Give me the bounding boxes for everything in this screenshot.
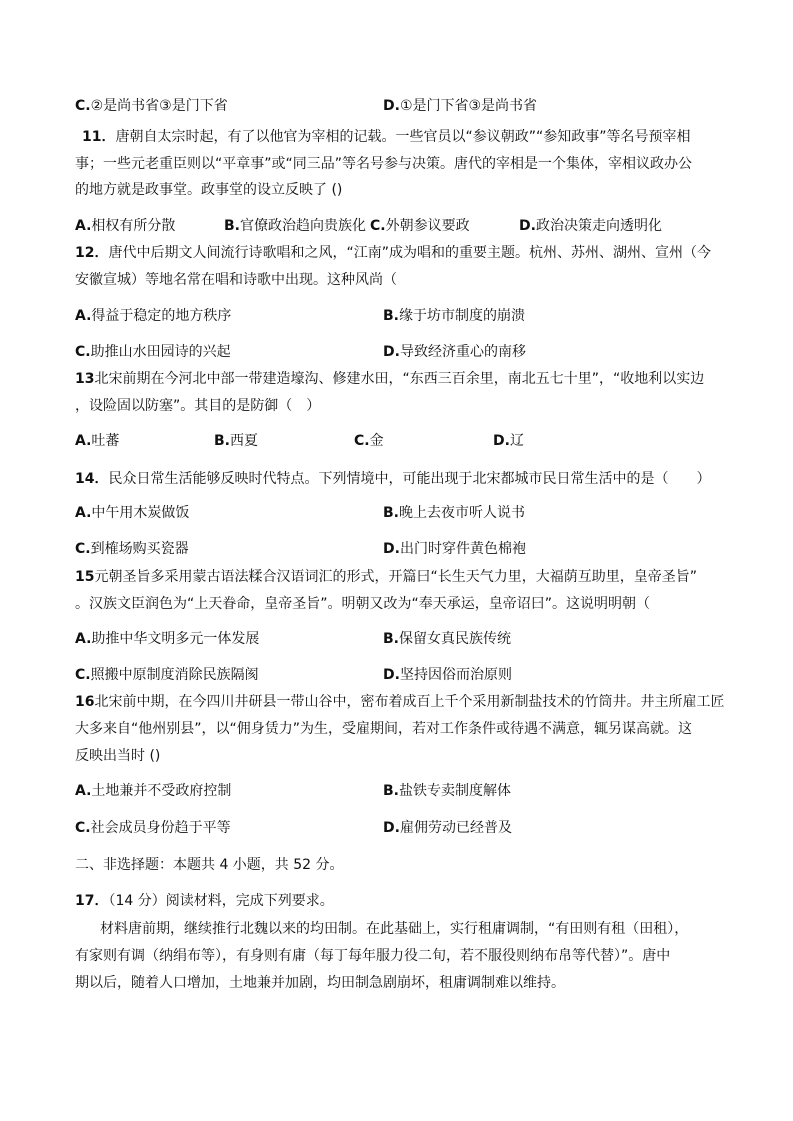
option-label: D. — [383, 98, 400, 114]
q15-option-b — [383, 630, 511, 648]
option-text: 吐蕃 — [91, 433, 120, 449]
option-text: 坚持因俗而治原则 — [399, 667, 512, 683]
option-label: B. — [383, 308, 399, 324]
option-text: 得益于稳定的地方秩序 — [91, 308, 232, 324]
option-label: D. — [383, 344, 400, 360]
q17-material-line-3: 期以后，随着人口增加，土地兼并加剧，均田制急剧崩坏，租庸调制难以维持。 — [75, 975, 565, 991]
option-text: ①是门下省③是尚书省 — [399, 98, 538, 114]
option-label: D. — [383, 541, 400, 557]
question-number: 13 — [75, 371, 95, 387]
option-label: D. — [383, 820, 400, 836]
option-text: 保留女真民族传统 — [399, 631, 511, 647]
option-label: C. — [75, 541, 91, 557]
option-text: ②是尚书省③是门下省 — [90, 98, 228, 114]
option-label: C. — [75, 344, 91, 360]
option-text: 缘于坊市制度的崩溃 — [399, 308, 525, 324]
q11-stem-line-1 — [82, 128, 691, 146]
q15-option-a — [75, 630, 259, 648]
option-text: 政治决策走向透明化 — [535, 218, 662, 234]
q16-stem-line-1 — [75, 693, 724, 711]
option-label: B. — [383, 783, 399, 799]
stem-text: 北宋前期在今河北中部一带建造壕沟、修建水田，“东西三百余里，南北五七十里”，“收地利以实边 — [94, 371, 705, 387]
q11-option-a — [75, 217, 175, 235]
option-text: 辽 — [509, 433, 524, 449]
q14-option-b — [383, 504, 525, 522]
q15-stem-line-2: 。汉族文臣润色为“上天眷命，皇帝圣旨”。明朝又改为“奉天承运，皇帝诏曰”。这说明明朝（ — [75, 596, 651, 612]
option-text: 西夏 — [230, 433, 258, 449]
q12-stem-line-1 — [75, 244, 711, 262]
q13-stem-line-1 — [75, 370, 704, 388]
q16-stem-line-3: 反映出当时 () — [75, 748, 161, 764]
option-text: 中午用木炭做饭 — [91, 505, 190, 521]
question-number: 17． — [75, 893, 109, 909]
q15-stem-line-1 — [75, 568, 697, 586]
question-number: 15 — [75, 569, 95, 585]
q11-stem-line-3: 的地方就是政事堂。政事堂的设立反映了 () — [75, 182, 343, 198]
option-text: 金 — [369, 433, 384, 449]
q12-option-d — [383, 343, 526, 361]
question-number: 16 — [75, 694, 95, 710]
q14-option-c — [75, 540, 189, 558]
option-text: 助推中华文明多元一体发展 — [91, 631, 260, 647]
option-text: 到榷场购买瓷器 — [90, 541, 189, 557]
section-heading: 二、非选择题：本题共 4 小题，共 52 分。 — [75, 857, 344, 873]
option-label: D. — [383, 667, 400, 683]
q10-option-d — [383, 97, 537, 115]
q17-stem-line-1 — [75, 892, 334, 910]
option-label: A. — [75, 505, 92, 521]
q12-option-b — [383, 307, 525, 325]
option-label: C. — [75, 667, 91, 683]
stem-text: 唐代中后期文人间流行诗歌唱和之风，“江南”成为唱和的重要主题。杭州、苏州、湖州、宣州（今 — [108, 245, 711, 261]
option-text: 晚上去夜市听人说书 — [399, 505, 525, 521]
option-label: A. — [75, 433, 92, 449]
option-label: B. — [214, 433, 230, 449]
option-label: A. — [75, 308, 92, 324]
q16-option-b — [383, 782, 511, 800]
stem-text: （14 分）阅读材料，完成下列要求。 — [108, 893, 334, 909]
option-text: 相权有所分散 — [91, 218, 176, 234]
option-label: A. — [75, 218, 92, 234]
option-text: 官僚政治趋向贵族化 — [240, 218, 366, 234]
option-text: 土地兼并不受政府控制 — [91, 783, 232, 799]
question-number: 14． — [75, 471, 109, 487]
q16-option-c — [75, 819, 231, 837]
q16-option-d — [383, 819, 512, 837]
option-text: 雇佣劳动已经普及 — [399, 820, 512, 836]
option-label: B. — [224, 218, 240, 234]
question-number: 12． — [75, 245, 109, 261]
q11-option-b — [224, 217, 366, 235]
q13-option-b — [214, 432, 258, 450]
option-label: D. — [493, 433, 510, 449]
option-label: C. — [370, 218, 386, 234]
option-text: 助推山水田园诗的兴起 — [90, 344, 231, 360]
stem-text: 唐朝自太宗时起，有了以他官为宰相的记载。一些官员以“参议朝政”“参知政事”等名号预宰相 — [115, 129, 691, 145]
q12-stem-line-2: 安徽宣城）等地名常在唱和诗歌中出现。这种风尚（ — [75, 272, 397, 288]
q12-option-a — [75, 307, 231, 325]
q14-option-d — [383, 540, 526, 558]
option-text: 盐铁专卖制度解体 — [399, 783, 511, 799]
q17-material-line-1: 材料唐前期，继续推行北魏以来的均田制。在此基础上，实行租庸调制，“有田则有租（田租）， — [100, 921, 689, 937]
q13-option-c — [354, 432, 384, 450]
q13-option-d — [493, 432, 524, 450]
q14-stem-line-1 — [75, 470, 710, 488]
option-text: 社会成员身份趋于平等 — [90, 820, 231, 836]
q10-option-c — [75, 97, 228, 115]
question-number: 11． — [82, 129, 116, 145]
q13-option-a — [75, 432, 119, 450]
q11-stem-line-2: 事；一些元老重臣则以“平章事”或“同三品”等名号参与决策。唐代的宰相是一个集体，宰相议政办公 — [75, 156, 693, 172]
q16-option-a — [75, 782, 231, 800]
q11-option-c — [370, 217, 470, 235]
option-text: 导致经济重心的南移 — [399, 344, 526, 360]
option-label: B. — [383, 631, 399, 647]
option-label: D. — [519, 218, 536, 234]
option-label: C. — [75, 98, 91, 114]
option-label: A. — [75, 631, 92, 647]
option-text: 出门时穿件黄色棉袍 — [399, 541, 526, 557]
option-label: A. — [75, 783, 92, 799]
q17-material-line-2: 有家则有调（纳绢布等），有身则有庸（每丁每年服力役二旬，若不服役则纳布帛等代替）”。唐中 — [75, 948, 671, 964]
stem-text: 北宋前中期，在今四川井研县一带山谷中，密布着成百上千个采用新制盐技术的竹筒井。井主所雇工匠 — [94, 694, 725, 710]
q12-option-c — [75, 343, 231, 361]
q16-stem-line-2: 大多来自“他州别县”，以“佣身赁力”为生，受雇期间，若对工作条件或待遇不满意，辄另谋高就。这 — [75, 721, 693, 737]
option-label: C. — [75, 820, 91, 836]
option-label: B. — [383, 505, 399, 521]
q15-option-d — [383, 666, 512, 684]
q15-option-c — [75, 666, 259, 684]
option-label: C. — [354, 433, 370, 449]
stem-text: 元朝圣旨多采用蒙古语法糅合汉语词汇的形式，开篇曰“长生天气力里，大福荫互助里，皇帝圣旨” — [94, 569, 697, 585]
q13-stem-line-2: ，设险固以防塞”。其目的是防御（ ） — [75, 398, 321, 414]
option-text: 照搬中原制度消除民族隔阂 — [90, 667, 259, 683]
option-text: 外朝参议要政 — [385, 218, 470, 234]
q11-option-d — [519, 217, 662, 235]
stem-text: 民众日常生活能够反映时代特点。下列情境中，可能出现于北宋都城市民日常生活中的是（ ） — [108, 471, 711, 487]
q14-option-a — [75, 504, 189, 522]
